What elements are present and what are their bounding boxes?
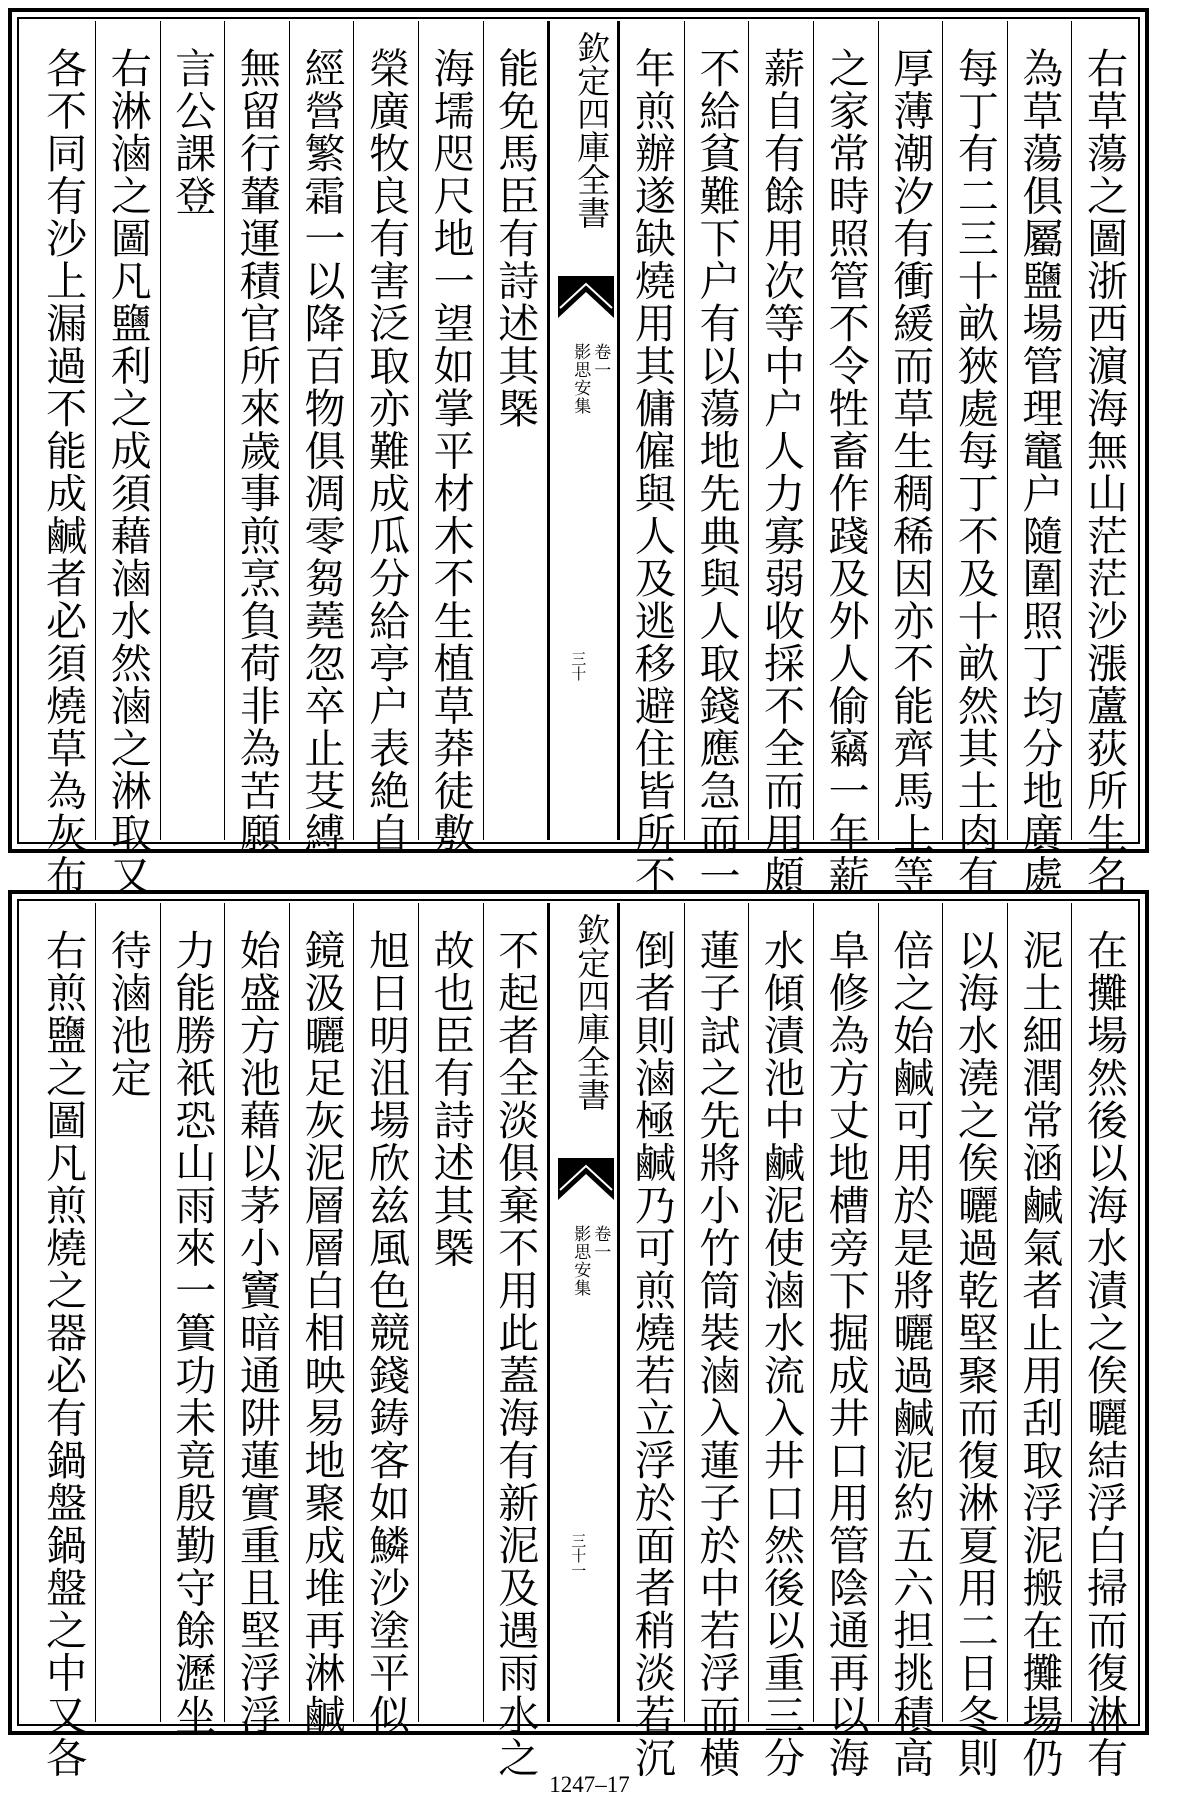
text-column: 水傾漬池中鹹泥使滷水流入井口然後以重三分	[748, 903, 813, 1722]
text-column: 鏡汲曬足灰泥層層白相映易地聚成堆再淋鹹	[289, 903, 354, 1722]
text-column: 故也臣有詩述其槩	[418, 903, 483, 1722]
volume-label: 卷一	[590, 1225, 611, 1261]
text-column: 倒者則滷極鹹乃可煎燒若立浮於面者稍淡若沉	[619, 903, 684, 1722]
leaf-number: 三十	[569, 651, 588, 681]
collection-title: 欽定四庫全書	[572, 913, 612, 1111]
text-column: 蓮子試之先將小竹筒裝滷入蓮子於中若浮而横	[684, 903, 749, 1722]
text-column: 阜修為方丈地槽旁下掘成井口用管陰通再以海	[813, 903, 878, 1722]
bottom-page-frame	[8, 890, 1149, 1779]
text-column: 右草蕩之圖浙西濵海無山茫茫沙漲蘆荻所生名	[1071, 21, 1136, 840]
fishtail-mark-icon	[558, 276, 614, 318]
text-column: 厚薄潮汐有衝緩而草生稠稀因亦不能齊馬上等	[878, 21, 943, 840]
text-column: 泥土細潤常涵鹹氣者止用刮取浮泥搬在攤場仍	[1007, 903, 1072, 1722]
volume-label: 卷一	[590, 343, 611, 379]
book-name: 影思安集	[570, 1225, 591, 1297]
text-column: 右淋滷之圖凡鹽利之成須藉滷水然滷之淋取又	[95, 21, 160, 840]
text-column: 每丁有二三十畝狹處每丁不及十畝然其土肉有	[942, 21, 1007, 840]
center-fold	[547, 903, 619, 1722]
text-column: 以海水澆之俟曬過乾堅聚而復淋夏用二日冬則	[942, 903, 1007, 1722]
text-column: 旭日明沮場欣兹風色競錢鋳客如鱗沙塗平似	[353, 903, 418, 1722]
text-column: 各不同有沙上漏過不能成鹹者必須燒草為灰布	[39, 47, 88, 897]
text-column: 經營繁霜一以降百物俱凋零芻蕘忽卒止芟縛	[289, 21, 354, 840]
text-column: 在攤場然後以海水漬之俟曬結浮白掃而復淋有	[1071, 903, 1136, 1722]
text-column: 之家常時照管不令牲畜作踐及外人偷竊一年薪	[813, 21, 878, 840]
text-column: 言公課登	[160, 21, 225, 840]
text-column: 始盛方池藉以茅小竇暗通阱蓮實重且堅浮浮	[224, 903, 289, 1722]
text-column: 榮廣牧良有害泛取亦難成瓜分給亭户表絶自	[353, 21, 418, 840]
text-column: 右煎鹽之圖凡煎燒之器必有鍋盤鍋盤之中又各	[39, 929, 88, 1779]
book-name: 影思安集	[570, 343, 591, 415]
text-column: 為草蕩俱屬鹽場管理竈户隨圍照丁均分地廣處	[1007, 21, 1072, 840]
text-column: 海壖咫尺地一望如掌平材木不生植草莽徒敷	[418, 21, 483, 840]
text-column: 薪自有餘用次等中户人力寡弱收採不全而用頗	[748, 21, 813, 840]
fishtail-mark-icon	[558, 1158, 614, 1200]
leaf-number: 三十一	[569, 1533, 588, 1578]
text-column: 不起者全淡俱棄不用此蓋海有新泥及遇雨水之	[483, 903, 548, 1722]
center-fold	[547, 21, 619, 840]
text-column: 力能勝衹恐山雨來一簣功未竟殷勤守餘瀝坐	[160, 903, 225, 1722]
text-column: 待滷池定	[95, 903, 160, 1722]
top-columns	[21, 21, 1136, 897]
page-number: 1247–17	[549, 1772, 630, 1797]
text-column: 能免馬臣有詩述其槩	[483, 21, 548, 840]
collection-title: 欽定四庫全書	[572, 31, 612, 229]
text-column: 倍之始鹹可用於是將曬過鹹泥約五六担挑積高	[878, 903, 943, 1722]
top-page-frame	[8, 8, 1149, 897]
text-column: 無留行輦運積官所來歲事煎烹負荷非為苦願	[224, 21, 289, 840]
text-column: 年煎辦遂缺燒用其傭僱與人及逃移避住皆所不	[619, 21, 684, 840]
text-column: 不給貧難下户有以蕩地先典與人取錢應急而一	[684, 21, 749, 840]
bottom-columns	[21, 903, 1136, 1779]
